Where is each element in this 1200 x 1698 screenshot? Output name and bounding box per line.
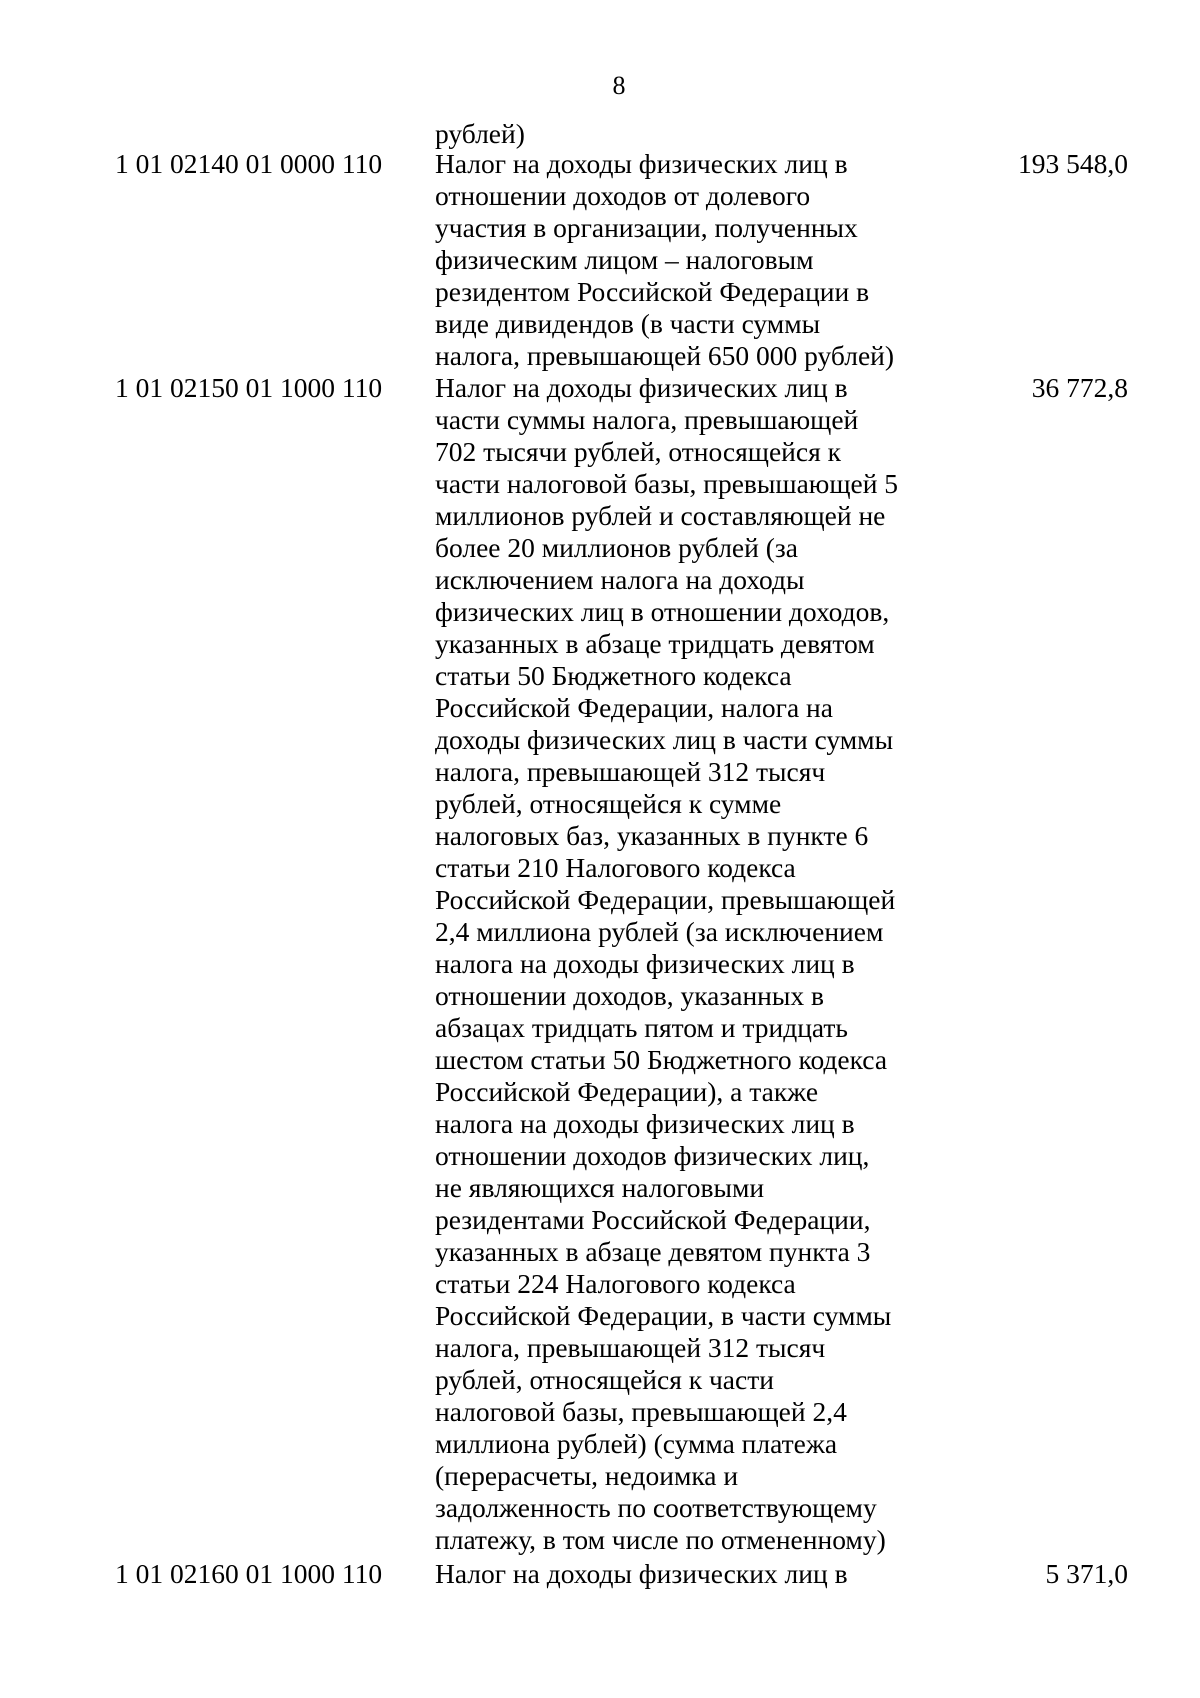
- income-code: 1 01 02160 01 1000 110: [115, 1558, 383, 1589]
- description-line: доходы физических лиц в части суммы: [435, 724, 894, 755]
- description-line: отношении доходов от долевого: [435, 180, 811, 211]
- amount-value: 36 772,8: [1031, 372, 1128, 403]
- description-line: участия в организации, полученных: [435, 212, 858, 243]
- description-line: резидентом Российской Федерации в: [435, 276, 870, 307]
- description-line: рублей, относящейся к части: [435, 1364, 774, 1395]
- description-line: указанных в абзаце девятом пункта 3: [435, 1236, 871, 1267]
- description-line: Российской Федерации, налога на: [435, 692, 833, 723]
- description-line: статьи 224 Налогового кодекса: [435, 1268, 796, 1299]
- description-line: статьи 210 Налогового кодекса: [435, 852, 796, 883]
- description-line: части налоговой базы, превышающей 5: [435, 468, 899, 499]
- amount-value: 193 548,0: [1018, 148, 1128, 179]
- description-line: Российской Федерации, в части суммы: [435, 1300, 892, 1331]
- description-line: Налог на доходы физических лиц в: [435, 148, 848, 179]
- income-code: 1 01 02150 01 1000 110: [115, 372, 383, 403]
- description-line: Российской Федерации), а также: [435, 1076, 819, 1107]
- description-line: задолженность по соответствующему: [435, 1492, 877, 1523]
- description-line: шестом статьи 50 Бюджетного кодекса: [435, 1044, 888, 1075]
- description-line: 2,4 миллиона рублей (за исключением: [435, 916, 884, 947]
- continuation-line: рублей): [435, 118, 525, 149]
- description-line: налога на доходы физических лиц в: [435, 1108, 855, 1139]
- description-line: (перерасчеты, недоимка и: [435, 1460, 739, 1491]
- description-line: отношении доходов физических лиц,: [435, 1140, 870, 1171]
- description-line: налога на доходы физических лиц в: [435, 948, 855, 979]
- description-line: Российской Федерации, превышающей: [435, 884, 896, 915]
- description-line: абзацах тридцать пятом и тридцать: [435, 1012, 848, 1043]
- description-line: 702 тысячи рублей, относящейся к: [435, 436, 841, 467]
- description-line: указанных в абзаце тридцать девятом: [435, 628, 875, 659]
- description-line: Налог на доходы физических лиц в: [435, 372, 848, 403]
- description-line: виде дивидендов (в части суммы: [435, 308, 821, 339]
- description-line: более 20 миллионов рублей (за: [435, 532, 798, 563]
- description-line: физических лиц в отношении доходов,: [435, 596, 890, 627]
- description-line: налоговой базы, превышающей 2,4: [435, 1396, 847, 1427]
- description-line: статьи 50 Бюджетного кодекса: [435, 660, 792, 691]
- description-line: налоговых баз, указанных в пункте 6: [435, 820, 869, 851]
- description-line: части суммы налога, превышающей: [435, 404, 859, 435]
- description-line: рублей, относящейся к сумме: [435, 788, 782, 819]
- description-line: миллиона рублей) (сумма платежа: [435, 1428, 838, 1459]
- description-line: налога, превышающей 312 тысяч: [435, 1332, 826, 1363]
- description-line: исключением налога на доходы: [435, 564, 805, 595]
- page-number: 8: [612, 71, 626, 100]
- description-line: Налог на доходы физических лиц в: [435, 1558, 848, 1589]
- income-code: 1 01 02140 01 0000 110: [115, 148, 383, 179]
- description-line: отношении доходов, указанных в: [435, 980, 824, 1011]
- description-line: не являющихся налоговыми: [435, 1172, 765, 1203]
- description-line: налога, превышающей 312 тысяч: [435, 756, 826, 787]
- description-line: платежу, в том числе по отмененному): [435, 1524, 886, 1555]
- description-line: миллионов рублей и составляющей не: [435, 500, 886, 531]
- description-line: физическим лицом – налоговым: [435, 244, 814, 275]
- description-line: резидентами Российской Федерации,: [435, 1204, 871, 1235]
- description-line: налога, превышающей 650 000 рублей): [435, 340, 895, 371]
- amount-value: 5 371,0: [1045, 1558, 1128, 1589]
